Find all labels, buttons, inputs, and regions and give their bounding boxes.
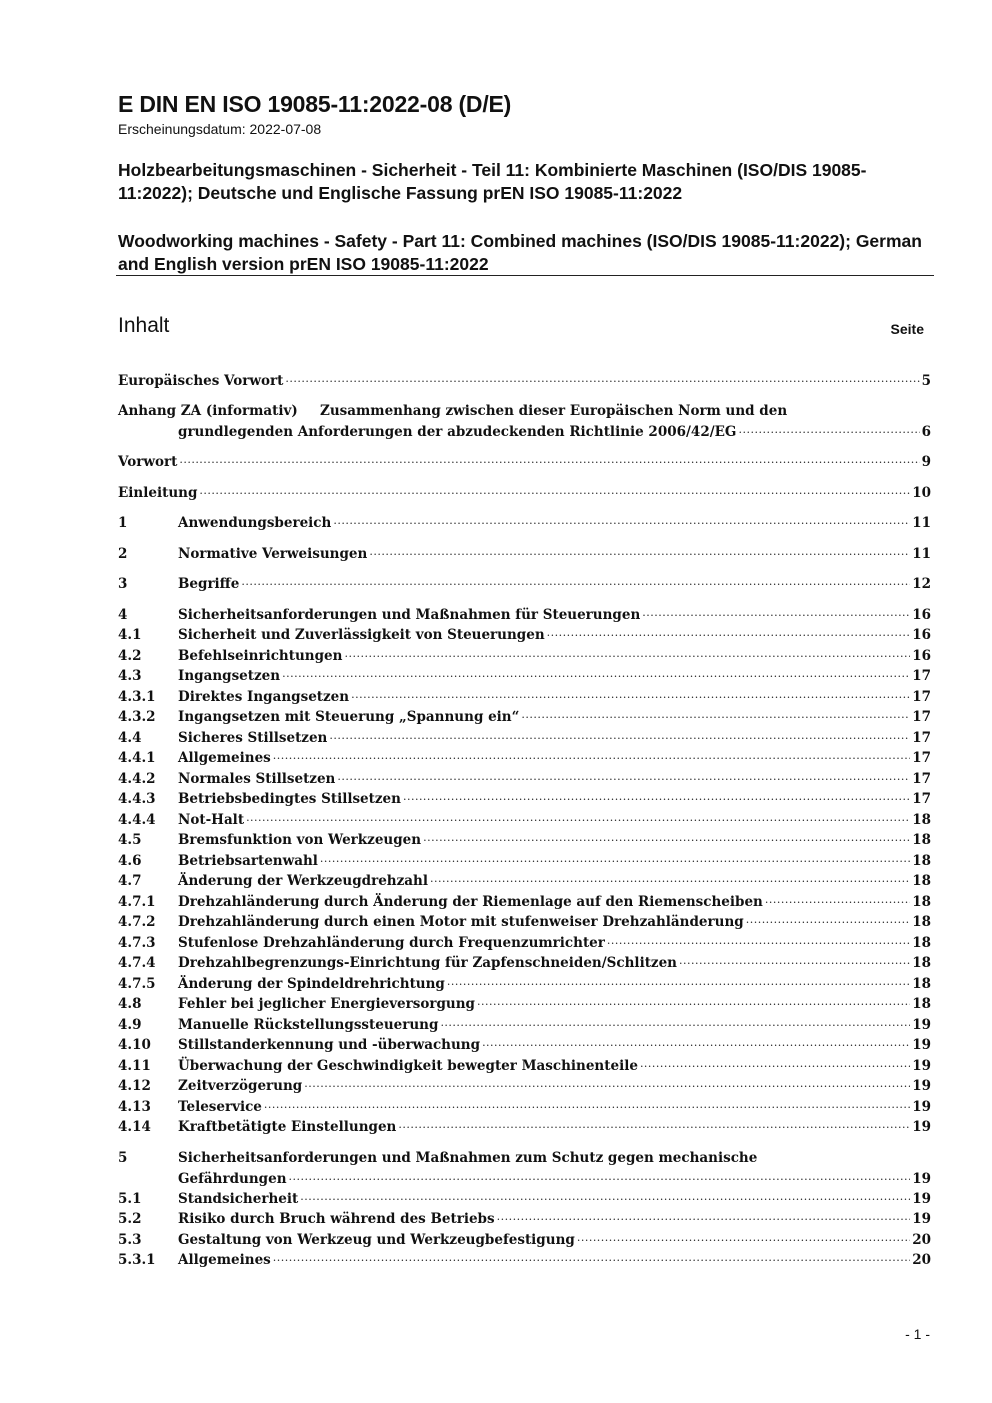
toc-entry-page: 17 (912, 750, 931, 766)
toc-entry-number: 4.7.3 (118, 935, 156, 951)
toc-dot-leader (642, 603, 910, 624)
toc-entry-title: Europäisches Vorwort (118, 373, 284, 389)
toc-dot-leader (403, 787, 910, 808)
toc-entry-page: 17 (912, 791, 931, 807)
toc-dot-leader (273, 746, 910, 767)
toc-entry-title: Standsicherheit (178, 1191, 299, 1207)
toc-dot-leader (577, 1228, 910, 1249)
toc-dot-leader (199, 481, 910, 502)
toc-entry-title: Einleitung (118, 485, 198, 501)
toc-entry-number: 5.1 (118, 1191, 142, 1207)
toc-entry-number: 4.2 (118, 648, 142, 664)
toc-entry-page: 18 (912, 812, 931, 828)
toc-entry-title: Zusammenhang zwischen dieser Europäischen Norm und den (320, 403, 788, 419)
toc-entry-page: 18 (912, 976, 931, 992)
title-german: Holzbearbeitungsmaschinen - Sicherheit - Teil 11: Kombinierte Maschinen (ISO/DIS 19085-11:2022); Deutsche und Englische Fassung prEN ISO 19085-11:2022 (118, 160, 867, 203)
toc-entry[interactable] (118, 483, 931, 504)
toc-entry-number: 5 (118, 1150, 128, 1166)
toc-entry-title: Not-Halt (178, 812, 245, 828)
toc-entry[interactable] (118, 401, 931, 442)
toc-entry-title: Zeitverzögerung (178, 1078, 303, 1094)
toc-entry-page: 19 (912, 1099, 931, 1115)
toc-entry[interactable] (118, 625, 931, 646)
toc-entry-title: Betriebsbedingtes Stillsetzen (178, 791, 401, 807)
header-divider (116, 275, 934, 276)
toc-entry-page: 17 (912, 730, 931, 746)
toc-entry-number: 4.3 (118, 668, 142, 684)
toc-entry[interactable] (118, 748, 931, 769)
toc-entry-number: 4.3.2 (118, 709, 156, 725)
toc-entry-title: Überwachung der Geschwindigkeit bewegter Maschinenteile (178, 1058, 638, 1074)
toc-entry-page: 19 (912, 1170, 931, 1187)
toc-entry-page: 19 (912, 1037, 931, 1053)
toc-entry-title: Betriebsartenwahl (178, 853, 318, 869)
toc-entry-page: 9 (921, 454, 931, 470)
toc-entry-title: Kraftbetätigte Einstellungen (178, 1119, 397, 1135)
toc-entry-title: grundlegenden Anforderungen der abzudeckenden Richtlinie 2006/42/EG (178, 423, 737, 440)
toc-entry-page: 17 (912, 689, 931, 705)
toc-dot-leader (679, 951, 910, 972)
toc-entry-number: 4.4.1 (118, 750, 156, 766)
toc-entry-number: 4.12 (118, 1078, 151, 1094)
toc-entry-number: 1 (118, 515, 128, 531)
toc-entry-title: Drehzahländerung durch einen Motor mit stufenweiser Drehzahländerung (178, 914, 744, 930)
toc-entry-number: 4.4.3 (118, 791, 156, 807)
toc-entry-page: 18 (912, 996, 931, 1012)
toc-dot-leader (241, 572, 910, 593)
toc-entry-number: 4.7.4 (118, 955, 156, 971)
toc-entry-page: 16 (912, 627, 931, 643)
toc-entry-number: 4.4 (118, 730, 142, 746)
toc-dot-leader (607, 931, 910, 952)
toc-entry-page: 16 (912, 607, 931, 623)
toc-entry[interactable] (118, 830, 931, 851)
toc-entry[interactable] (118, 452, 931, 473)
toc-dot-leader (333, 511, 910, 532)
toc-entry-page: 11 (912, 515, 931, 531)
toc-entry-title: Normative Verweisungen (178, 546, 368, 562)
toc-dot-leader (344, 644, 910, 665)
toc-dot-leader (264, 1095, 910, 1116)
toc-entry-number: 4.7.2 (118, 914, 156, 930)
toc-entry-page: 20 (912, 1252, 931, 1268)
toc-dot-leader (547, 623, 911, 644)
toc-entry[interactable] (118, 1076, 931, 1097)
toc-entry-number: 4.5 (118, 832, 142, 848)
document-id: E DIN EN ISO 19085-11:2022-08 (D/E) (118, 91, 512, 117)
toc-entry-number: 4.7 (118, 873, 142, 889)
toc-dot-leader (746, 910, 911, 931)
toc-entry-page: 6 (921, 423, 931, 440)
toc-entry-page: 18 (912, 832, 931, 848)
toc-entry-title: Anwendungsbereich (178, 515, 332, 531)
toc-entry[interactable] (118, 789, 931, 810)
toc-entry-page: 17 (912, 668, 931, 684)
toc-dot-leader (423, 828, 910, 849)
toc-entry-number: 2 (118, 546, 128, 562)
toc-entry-page: 10 (912, 485, 931, 501)
toc-entry-title: Ingangsetzen mit Steuerung „Spannung ein“ (178, 709, 520, 725)
toc-dot-leader (289, 1167, 911, 1188)
toc-dot-leader (430, 869, 910, 890)
toc-entry-page: 11 (912, 546, 931, 562)
toc-dot-leader (497, 1207, 911, 1228)
toc-entry-title: Allgemeines (178, 750, 271, 766)
toc-dot-leader (482, 1033, 910, 1054)
toc-entry-title: Sicheres Stillsetzen (178, 730, 328, 746)
toc-dot-leader (179, 450, 919, 471)
toc-dot-leader (285, 369, 919, 390)
toc-entry-page: 18 (912, 894, 931, 910)
toc-entry-title: Risiko durch Bruch während des Betriebs (178, 1211, 495, 1227)
toc-annex-label: Anhang ZA (informativ) (118, 403, 298, 419)
toc-entry-page: 18 (912, 955, 931, 971)
toc-dot-leader (477, 992, 910, 1013)
toc-entry-page: 18 (912, 853, 931, 869)
toc-dot-leader (273, 1248, 910, 1269)
toc-entry-page: 5 (921, 373, 931, 389)
toc-dot-leader (765, 890, 910, 911)
toc-entry-page: 19 (912, 1058, 931, 1074)
toc-dot-leader (329, 726, 910, 747)
toc-entry-title: Allgemeines (178, 1252, 271, 1268)
toc-entry-title: Gefährdungen (178, 1170, 287, 1187)
title-english: Woodworking machines - Safety - Part 11: Combined machines (ISO/DIS 19085-11:2022); German and English version prEN ISO 19085-11:2022 (118, 231, 922, 274)
toc-entry-title: Gestaltung von Werkzeug und Werkzeugbefestigung (178, 1232, 575, 1248)
toc-entry-number: 3 (118, 576, 128, 592)
toc-entry-page: 19 (912, 1191, 931, 1207)
toc-entry-number: 4.4.2 (118, 771, 156, 787)
toc-entry-number: 4.8 (118, 996, 142, 1012)
toc-dot-leader (337, 767, 910, 788)
toc-dot-leader (521, 705, 910, 726)
toc-entry-title: Direktes Ingangsetzen (178, 689, 350, 705)
toc-entry[interactable] (118, 544, 931, 565)
toc-entry-title: Vorwort (118, 454, 178, 470)
toc-entry-number: 4.7.5 (118, 976, 156, 992)
toc-entry-number: 4.1 (118, 627, 142, 643)
toc-entry-title: Drehzahlbegrenzungs-Einrichtung für Zapfenschneiden/Schlitzen (178, 955, 677, 971)
toc-entry-page: 16 (912, 648, 931, 664)
toc-entry-number: 4.11 (118, 1058, 151, 1074)
page-number: - 1 - (905, 1326, 930, 1342)
toc-entry-title: Bremsfunktion von Werkzeugen (178, 832, 422, 848)
toc-dot-leader (398, 1115, 910, 1136)
toc-entry-title: Sicherheitsanforderungen und Maßnahmen zum Schutz gegen mechanische (178, 1150, 758, 1166)
toc-entry-number: 4.7.1 (118, 894, 156, 910)
toc-dot-leader (640, 1054, 910, 1075)
toc-entry-page: 19 (912, 1119, 931, 1135)
toc-entry-title: Stillstanderkennung und -überwachung (178, 1037, 481, 1053)
toc-entry-number: 4 (118, 607, 128, 623)
toc-entry-number: 5.3 (118, 1232, 142, 1248)
toc-dot-leader (320, 849, 910, 870)
toc-entry-title: Teleservice (178, 1099, 262, 1115)
toc-dot-leader (304, 1074, 910, 1095)
toc-dot-leader (738, 420, 919, 441)
toc-entry-page: 19 (912, 1078, 931, 1094)
toc-dot-leader (440, 1013, 910, 1034)
toc-page-column-label: Seite (890, 321, 924, 337)
toc-entry-title: Befehlseinrichtungen (178, 648, 343, 664)
toc-entry-title: Drehzahländerung durch Änderung der Riemenlage auf den Riemenscheiben (178, 894, 763, 910)
toc-entry-title: Änderung der Spindeldrehrichtung (178, 976, 445, 992)
toc-entry-page: 18 (912, 935, 931, 951)
toc-entry[interactable] (118, 1117, 931, 1138)
toc-entry-title: Stufenlose Drehzahländerung durch Frequenzumrichter (178, 935, 605, 951)
toc-heading: Inhalt (118, 314, 170, 337)
toc-entry[interactable] (118, 1209, 931, 1230)
toc-entry[interactable] (118, 707, 931, 728)
publication-date: Erscheinungsdatum: 2022-07-08 (118, 121, 322, 137)
toc-entry-title: Ingangsetzen (178, 668, 281, 684)
toc-dot-leader (351, 685, 910, 706)
toc-entry-number: 4.9 (118, 1017, 142, 1033)
toc-dot-leader (300, 1187, 910, 1208)
toc-entry[interactable] (118, 953, 931, 974)
toc-entry[interactable] (118, 1250, 931, 1271)
toc-entry-number: 5.3.1 (118, 1252, 156, 1268)
toc-entry[interactable] (118, 574, 931, 595)
toc-entry-number: 4.10 (118, 1037, 151, 1053)
toc-entry-number: 4.6 (118, 853, 142, 869)
toc-entry-page: 17 (912, 709, 931, 725)
toc-entry-page: 12 (912, 576, 931, 592)
toc-entry[interactable] (118, 666, 931, 687)
toc-entry-title: Normales Stillsetzen (178, 771, 336, 787)
toc-entry[interactable] (118, 994, 931, 1015)
toc-entry[interactable] (118, 1035, 931, 1056)
toc-entry-number: 4.3.1 (118, 689, 156, 705)
toc-entry[interactable] (118, 871, 931, 892)
toc-entry-number: 5.2 (118, 1211, 142, 1227)
toc-entry[interactable] (118, 371, 931, 392)
toc-dot-leader (282, 664, 910, 685)
toc-entry-title: Sicherheitsanforderungen und Maßnahmen für Steuerungen (178, 607, 641, 623)
toc-entry-page: 20 (912, 1232, 931, 1248)
toc-entry-number: 4.13 (118, 1099, 151, 1115)
toc-entry-title: Fehler bei jeglicher Energieversorgung (178, 996, 475, 1012)
toc-entry-title: Änderung der Werkzeugdrehzahl (178, 873, 428, 889)
toc-entry-page: 18 (912, 914, 931, 930)
toc-dot-leader (246, 808, 910, 829)
toc-entry-number: 4.14 (118, 1119, 151, 1135)
toc-entry-title: Begriffe (178, 576, 240, 592)
toc-entry-number: 4.4.4 (118, 812, 156, 828)
toc-entry-page: 19 (912, 1211, 931, 1227)
toc-dot-leader (447, 972, 910, 993)
toc-entry[interactable] (118, 912, 931, 933)
toc-entry-title: Manuelle Rückstellungssteuerung (178, 1017, 439, 1033)
toc-entry-page: 18 (912, 873, 931, 889)
toc-entry-title: Sicherheit und Zuverlässigkeit von Steuerungen (178, 627, 545, 643)
toc-entry[interactable] (118, 1148, 931, 1189)
toc-entry-page: 17 (912, 771, 931, 787)
toc-entry[interactable] (118, 513, 931, 534)
toc-entry-page: 19 (912, 1017, 931, 1033)
toc-dot-leader (369, 542, 910, 563)
